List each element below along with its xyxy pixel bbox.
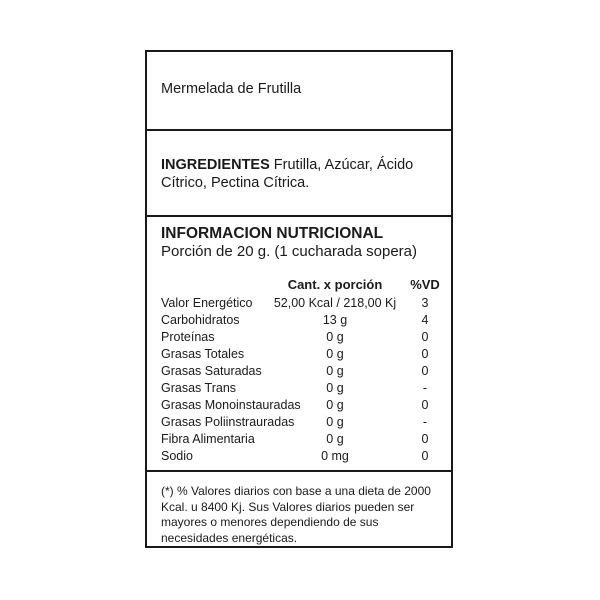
ingredients-list: Frutilla, Azúcar, Ácido Cítrico, Pectina Cítrica. xyxy=(161,157,414,191)
ingredients-text-block xyxy=(161,156,441,192)
nutrition-table xyxy=(147,295,451,465)
nutrient-amount: 0 g xyxy=(326,398,344,412)
nutrient-amount: 13 g xyxy=(322,313,348,327)
nutrition-row xyxy=(147,312,451,329)
nutrition-row xyxy=(147,380,451,397)
nutrient-amount: 0 g xyxy=(326,381,344,395)
nutrient-vd: 0 xyxy=(421,398,429,412)
nutrition-row xyxy=(147,397,451,414)
nutrition-row xyxy=(147,414,451,431)
nutrient-name: Fibra Alimentaria xyxy=(161,432,255,446)
nutrient-amount: 0 g xyxy=(326,415,344,429)
footnote-text: (*) % Valores diarios con base a una dieta de 2000 Kcal. u 8400 Kj. Sus Valores diarios pueden ser mayores o menores dependiendo de sus necesidades energéticas. xyxy=(161,484,431,545)
nutrition-row xyxy=(147,329,451,346)
footnote-section xyxy=(147,472,451,546)
nutrient-vd: 0 xyxy=(421,364,429,378)
nutrient-amount: 0 g xyxy=(326,330,344,344)
nutrient-amount: 0 g xyxy=(326,432,344,446)
nutrition-row xyxy=(147,448,451,465)
nutrient-vd: 0 xyxy=(421,330,429,344)
nutrient-vd: 0 xyxy=(421,347,429,361)
nutrient-vd: 3 xyxy=(421,296,429,310)
vd-column-header: %VD xyxy=(410,277,440,292)
nutrient-name: Sodio xyxy=(161,449,193,463)
nutrient-amount: 0 g xyxy=(326,364,344,378)
nutrition-row xyxy=(147,363,451,380)
nutrient-amount: 0 mg xyxy=(321,449,349,463)
nutrient-amount: 0 g xyxy=(326,347,344,361)
nutrient-amount: 52,00 Kcal / 218,00 Kj xyxy=(273,296,397,310)
nutrient-name: Grasas Saturadas xyxy=(161,364,262,378)
nutrition-row xyxy=(147,346,451,363)
amount-column-header: Cant. x porción xyxy=(287,277,383,292)
portion-size: Porción de 20 g. (1 cucharada sopera) xyxy=(161,243,417,260)
product-section xyxy=(147,52,451,131)
nutrient-vd: 0 xyxy=(421,449,429,463)
ingredients-title: INGREDIENTES xyxy=(161,157,270,173)
nutrient-name: Grasas Poliinstrauradas xyxy=(161,415,295,429)
nutrient-name: Proteínas xyxy=(161,330,215,344)
nutrition-label xyxy=(145,50,453,548)
nutrition-section xyxy=(147,217,451,472)
nutrient-name: Grasas Totales xyxy=(161,347,245,361)
nutrient-vd: - xyxy=(422,415,428,429)
nutrient-vd: 4 xyxy=(421,313,429,327)
nutrition-row xyxy=(147,295,451,312)
nutrient-vd: 0 xyxy=(421,432,429,446)
nutrient-name: Grasas Trans xyxy=(161,381,237,395)
nutrient-name: Carbohidratos xyxy=(161,313,240,327)
nutrient-name: Valor Energético xyxy=(161,296,253,310)
nutrient-name: Grasas Monoinstauradas xyxy=(161,398,301,412)
nutrition-title: INFORMACION NUTRICIONAL xyxy=(161,225,384,242)
product-name: Mermelada de Frutilla xyxy=(161,81,302,97)
nutrient-vd: - xyxy=(422,381,428,395)
nutrition-row xyxy=(147,431,451,448)
